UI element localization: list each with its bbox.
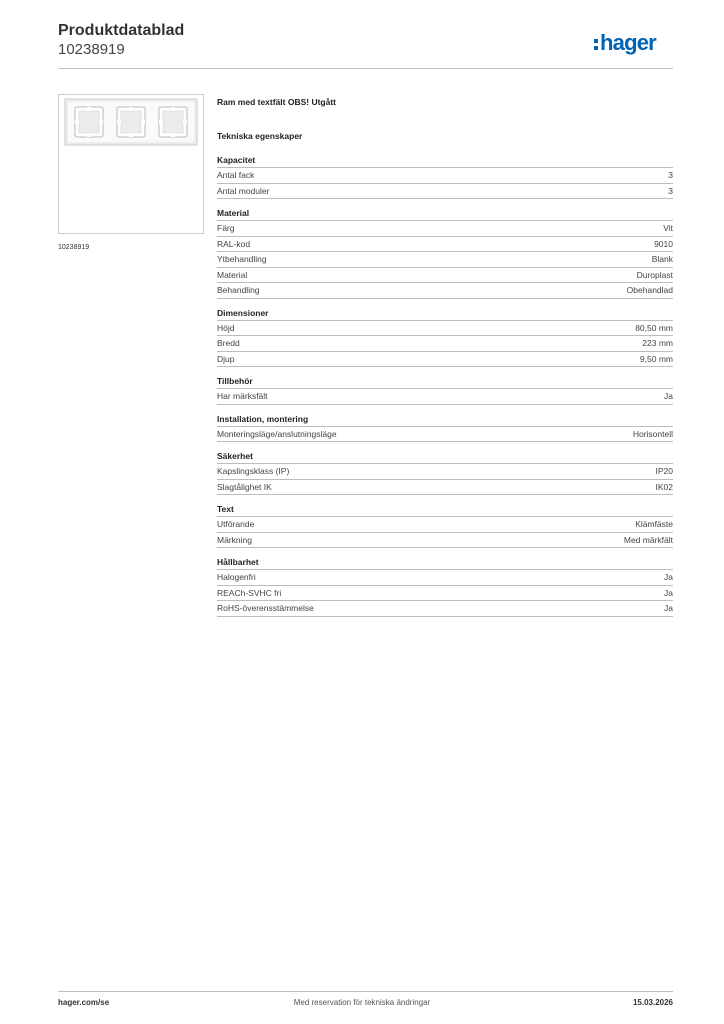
property-section	[217, 556, 673, 617]
property-label: Utförande	[217, 519, 255, 529]
property-row	[217, 601, 673, 617]
property-value: Ja	[664, 572, 673, 582]
footer-website: hager.com/se	[58, 998, 110, 1007]
triple-frame-product-image	[59, 95, 203, 233]
property-row	[217, 427, 673, 443]
property-value: Vit	[663, 223, 673, 233]
property-row	[217, 283, 673, 299]
property-label: RAL-kod	[217, 238, 251, 249]
property-value: IP20	[655, 466, 673, 476]
property-row	[217, 268, 673, 284]
property-label: Antal fack	[217, 170, 255, 180]
product-image-box	[58, 94, 204, 234]
property-value: Ja	[664, 391, 673, 401]
property-value: 223 mm	[642, 338, 673, 348]
article-number: 10238919	[58, 41, 125, 58]
property-value: 80,50 mm	[635, 322, 673, 333]
section-title: Material	[217, 207, 673, 221]
properties-title: Tekniska egenskaper	[217, 131, 303, 141]
property-row	[217, 389, 673, 405]
section-title: Kapacitet	[217, 154, 673, 168]
property-label: Färg	[217, 223, 235, 233]
property-label: Antal moduler	[217, 185, 270, 196]
property-label: Märkning	[217, 534, 252, 545]
property-value: Blank	[651, 254, 673, 264]
property-section	[217, 413, 673, 443]
property-sections	[217, 154, 673, 617]
property-label: Bredd	[217, 338, 240, 348]
property-section	[217, 207, 673, 299]
document-title: Produktdatablad	[58, 22, 185, 39]
property-row	[217, 570, 673, 586]
header-divider	[58, 68, 673, 69]
property-section	[217, 503, 673, 548]
property-label: Djup	[217, 353, 235, 364]
section-title: Text	[217, 503, 673, 517]
section-title: Installation, montering	[217, 413, 673, 427]
property-row	[217, 517, 673, 533]
section-title: Tillbehör	[217, 375, 673, 389]
property-label: Slagtålighet IK	[217, 481, 272, 492]
property-label: Kapslingsklass (IP)	[217, 466, 290, 476]
logo-text: hager	[600, 30, 656, 55]
property-row	[217, 321, 673, 337]
property-label: Halogenfri	[217, 572, 256, 582]
property-value: Duroplast	[636, 269, 673, 280]
property-section	[217, 307, 673, 368]
property-label: REACh-SVHC fri	[217, 587, 282, 598]
property-section	[217, 450, 673, 495]
property-label: Material	[217, 269, 248, 280]
property-value: Obehandlad	[626, 285, 673, 295]
property-section	[217, 375, 673, 405]
property-label: Behandling	[217, 285, 260, 295]
property-value: Klämfäste	[635, 519, 673, 529]
section-title: Hållbarhet	[217, 556, 673, 570]
property-value: Ja	[664, 603, 673, 613]
property-label: Ytbehandling	[217, 254, 267, 264]
property-row	[217, 184, 673, 200]
property-row	[217, 480, 673, 496]
product-content	[217, 96, 673, 617]
property-row	[217, 586, 673, 602]
property-value: 3	[668, 185, 673, 196]
property-row	[217, 352, 673, 368]
property-section	[217, 154, 673, 199]
property-label: Monteringsläge/anslutningsläge	[217, 428, 337, 439]
property-value: IK02	[655, 481, 673, 492]
footer-disclaimer: Med reservation för tekniska ändringar	[293, 998, 431, 1007]
section-title: Säkerhet	[217, 450, 673, 464]
property-value: Horisontell	[632, 428, 673, 439]
property-label: Höjd	[217, 322, 235, 333]
image-caption: 10238919	[58, 244, 90, 251]
property-value: 9010	[654, 238, 673, 249]
property-label: RoHS-överensstämmelse	[217, 603, 314, 613]
property-value: Ja	[664, 587, 673, 598]
property-value: 9,50 mm	[639, 353, 673, 364]
property-row	[217, 533, 673, 549]
property-row	[217, 464, 673, 480]
hager-logo-icon	[593, 30, 673, 56]
footer-date: 15.03.2026	[632, 998, 673, 1007]
product-title: Ram med textfält OBS! Utgått	[217, 97, 337, 107]
property-row	[217, 237, 673, 253]
property-row	[217, 168, 673, 184]
property-row	[217, 252, 673, 268]
property-label: Har märksfält	[217, 391, 268, 401]
property-row	[217, 336, 673, 352]
property-value: Med märkfält	[623, 534, 673, 545]
property-value: 3	[668, 170, 673, 180]
property-row	[217, 221, 673, 237]
footer-divider	[58, 991, 673, 992]
section-title: Dimensioner	[217, 307, 673, 321]
